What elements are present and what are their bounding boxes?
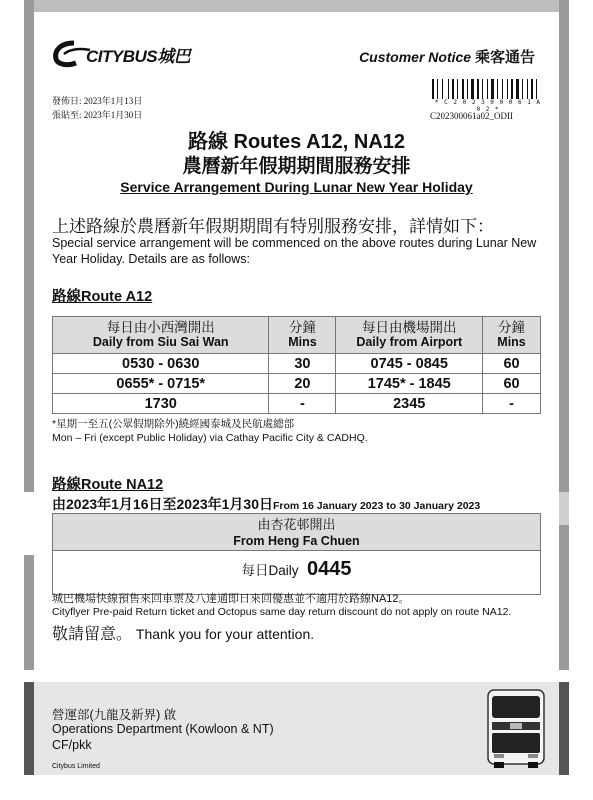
barcode — [432, 79, 544, 99]
table-cell: - — [269, 394, 336, 414]
column-header — [483, 317, 541, 354]
table-cell: 30 — [269, 354, 336, 374]
route-a12-timetable — [52, 316, 541, 414]
barcode-bar — [475, 79, 476, 99]
barcode-bar — [462, 79, 464, 99]
table-row — [53, 354, 541, 374]
barcode-bar — [499, 79, 501, 99]
na12-body — [53, 551, 540, 581]
table-cell: 1745* - 1845 — [336, 374, 483, 394]
table-cell: 20 — [269, 374, 336, 394]
barcode-bar — [529, 79, 530, 99]
page-left-edge-lower — [24, 555, 34, 670]
company-name: Citybus Limited — [52, 763, 100, 770]
barcode-bar — [522, 79, 523, 99]
column-header-zh: 分鐘 — [288, 320, 316, 335]
barcode-bar — [450, 79, 451, 99]
customer-notice-title — [359, 46, 535, 67]
barcode-bar — [432, 79, 434, 99]
na12-daily-label: 每日Daily — [241, 563, 299, 578]
table-cell: 0745 - 0845 — [336, 354, 483, 374]
issue-date: 發佈日: 2023年1月13日 — [52, 96, 143, 106]
barcode-bar — [495, 79, 496, 99]
post-date: 張貼至: 2023年1月30日 — [52, 110, 143, 120]
column-header-en: Daily from Siu Sai Wan — [92, 335, 229, 349]
notice-title-zh: 乘客通告 — [474, 49, 535, 66]
route-a12-heading: 路線Route A12 — [52, 289, 153, 305]
barcode-bar — [527, 79, 528, 99]
page-right-edge-lower — [559, 525, 569, 670]
notice-reference: C202300061a02_ODII — [430, 111, 513, 121]
barcode-bar — [459, 79, 461, 99]
notice-title-en: Customer Notice — [359, 49, 472, 65]
barcode-bar — [487, 79, 488, 99]
barcode-bar — [514, 79, 515, 99]
na12-period-zh: 由2023年1月16日至2023年1月30日 — [52, 496, 274, 512]
thanks-line — [52, 621, 314, 644]
barcode-bar — [477, 79, 479, 99]
na12-fine-print-zh: 城巴機場快線預售來回車票及八達通即日來回優惠並不適用於路線NA12。 — [52, 593, 410, 605]
barcode-bar — [452, 79, 454, 99]
table-cell: - — [483, 394, 541, 414]
na12-from-zh: 由杏花邨開出 — [257, 517, 336, 532]
column-header — [336, 317, 483, 354]
footer-right-edge — [559, 682, 569, 775]
column-header-zh: 每日由機場開出 — [361, 320, 457, 335]
intro-text-zh: 上述路線於農曆新年假期期間有特別服務安排，詳情如下： — [52, 217, 494, 236]
barcode-bar — [491, 79, 494, 99]
barcode-bar — [435, 79, 436, 99]
citybus-logo — [52, 38, 190, 70]
timetable-header-row — [53, 317, 541, 354]
barcode-bar — [471, 79, 474, 99]
page-top-edge — [24, 0, 569, 12]
column-header — [269, 317, 336, 354]
table-cell: 2345 — [336, 394, 483, 414]
barcode-bar — [457, 79, 458, 99]
a12-note-zh: *星期一至五(公眾假期除外)繞經國泰城及民航處總部 — [52, 418, 295, 430]
barcode-bar — [538, 79, 540, 99]
page-right-edge-light — [559, 492, 569, 525]
table-cell: 0530 - 0630 — [53, 354, 269, 374]
double-decker-bus-icon — [484, 688, 548, 770]
barcode-bar — [489, 79, 490, 99]
na12-header — [53, 514, 540, 551]
na12-fine-print-en: Cityflyer Pre-paid Return ticket and Octopus same day return discount do not apply on route NA12. — [52, 606, 512, 618]
holiday-title-en: Service Arrangement During Lunar New Year Holiday — [120, 179, 473, 195]
intro-text-en: Special service arrangement will be commenced on the above routes during Lunar New Year Holiday. Details are as follows: — [52, 236, 537, 266]
a12-note-en: Mon – Fri (except Public Holiday) via Cathay Pacific City & CADHQ. — [52, 432, 368, 444]
barcode-number: * C 2 0 2 3 0 0 0 6 1 A 0 2 * — [434, 99, 542, 113]
department-ref: CF/pkk — [52, 738, 92, 752]
barcode-bar — [534, 79, 535, 99]
column-header-en: Mins — [497, 335, 526, 349]
barcode-bar — [509, 79, 510, 99]
barcode-bar — [448, 79, 449, 99]
column-header-en: Mins — [288, 335, 317, 349]
table-cell: 0655* - 0715* — [53, 374, 269, 394]
barcode-bar — [439, 79, 441, 99]
department-zh: 營運部(九龍及新界) 啟 — [52, 708, 177, 722]
barcode-bar — [511, 79, 513, 99]
na12-period-en: From 16 January 2023 to 30 January 2023 — [273, 500, 481, 512]
logo-text: CITYBUS城巴 — [86, 46, 191, 66]
barcode-bar — [455, 79, 456, 99]
page-left-edge — [24, 0, 34, 492]
barcode-bar — [497, 79, 498, 99]
barcode-bar — [442, 79, 443, 99]
barcode-bar — [482, 79, 483, 99]
barcode-bar — [524, 79, 526, 99]
barcode-bar — [520, 79, 521, 99]
barcode-bar — [502, 79, 503, 99]
barcode-bar — [507, 79, 508, 99]
thanks-zh: 敬請留意。 — [52, 626, 133, 643]
barcode-bar — [480, 79, 481, 99]
column-header-en: Daily from Airport — [356, 335, 463, 349]
thanks-en: Thank you for your attention. — [135, 626, 315, 642]
column-header-zh: 分鐘 — [498, 320, 526, 335]
page-right-edge — [559, 0, 569, 492]
table-row — [53, 394, 541, 414]
routes-title: 路線 Routes A12, NA12 — [187, 131, 406, 153]
na12-from-en: From Heng Fa Chuen — [233, 534, 360, 548]
barcode-bar — [469, 79, 470, 99]
barcode-bar — [504, 79, 506, 99]
holiday-title-zh: 農曆新年假期期間服務安排 — [182, 156, 411, 177]
table-row — [53, 374, 541, 394]
barcode-bar — [444, 79, 447, 99]
barcode-bar — [465, 79, 466, 99]
column-header — [53, 317, 269, 354]
table-cell: 1730 — [53, 394, 269, 414]
barcode-bar — [437, 79, 438, 99]
na12-period — [52, 494, 480, 514]
barcode-bar — [484, 79, 486, 99]
barcode-bar — [467, 79, 468, 99]
barcode-bar — [516, 79, 519, 99]
barcode-bar — [531, 79, 533, 99]
table-cell: 60 — [483, 374, 541, 394]
column-header-zh: 每日由小西灣開出 — [106, 320, 215, 335]
table-cell: 60 — [483, 354, 541, 374]
na12-timetable — [52, 513, 541, 595]
barcode-bar — [536, 79, 537, 99]
department-en: Operations Department (Kowloon & NT) — [52, 722, 274, 736]
footer-left-edge — [24, 682, 34, 775]
route-na12-heading: 路線Route NA12 — [52, 477, 164, 493]
na12-departure-time: 0445 — [306, 558, 352, 580]
notice-dates — [52, 94, 142, 122]
